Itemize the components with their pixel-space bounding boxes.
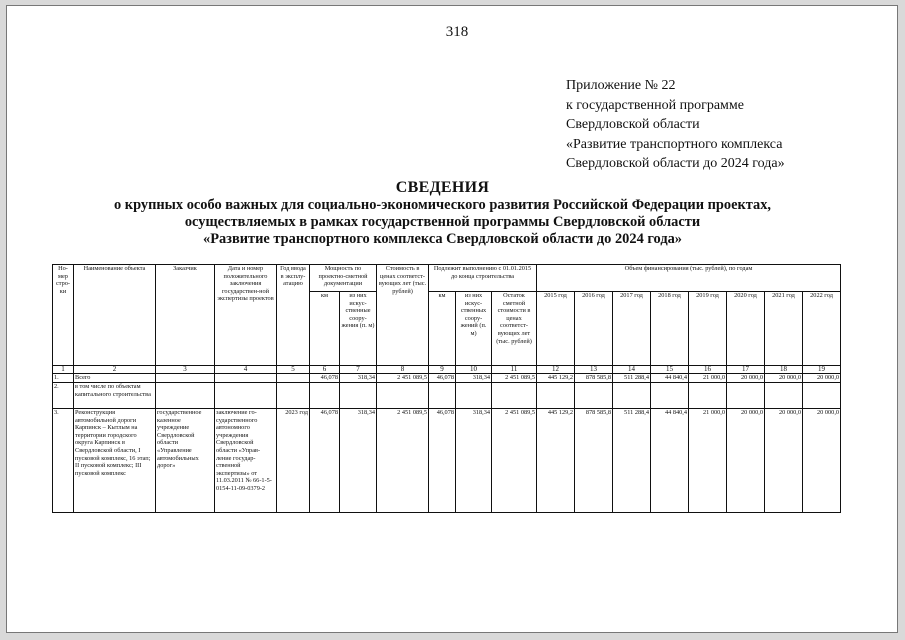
empty-cell bbox=[340, 383, 377, 409]
cell-2018: 44 840,4 bbox=[651, 374, 689, 383]
cell-2016: 878 585,8 bbox=[575, 374, 613, 383]
col-number: 12 bbox=[537, 366, 575, 374]
col-number: 11 bbox=[492, 366, 537, 374]
col-number: 19 bbox=[803, 366, 841, 374]
cell-cost: 2 451 089,5 bbox=[377, 409, 429, 513]
row-num: 2. bbox=[53, 383, 74, 409]
cell-capacity-km: 46,078 bbox=[310, 374, 340, 383]
header-year: Год ввода в эксплу-атацию bbox=[277, 265, 310, 366]
cell-rem-km: 46,078 bbox=[429, 374, 456, 383]
cell-capacity-art: 318,34 bbox=[340, 409, 377, 513]
empty-cell bbox=[613, 383, 651, 409]
cell-2022: 20 000,0 bbox=[803, 374, 841, 383]
col-number: 8 bbox=[377, 366, 429, 374]
empty-cell bbox=[377, 383, 429, 409]
header-rem-cost: Остаток сметной стоимости в ценах соответст-вующих лет (тыс. рублей) bbox=[492, 292, 537, 366]
table-row-project bbox=[53, 409, 841, 513]
empty-cell bbox=[727, 383, 765, 409]
cell-2019: 21 000,0 bbox=[689, 374, 727, 383]
table-row-subheading bbox=[53, 383, 841, 409]
empty-cell bbox=[310, 383, 340, 409]
cell-2015: 445 129,2 bbox=[537, 409, 575, 513]
document-title: СВЕДЕНИЯ bbox=[395, 179, 490, 196]
empty-cell bbox=[277, 383, 310, 409]
header-capacity-km: км bbox=[310, 292, 340, 366]
appendix-line: к государственной программе bbox=[566, 97, 744, 113]
page-number: 318 bbox=[445, 24, 469, 40]
cell-2019: 21 000,0 bbox=[689, 409, 727, 513]
header-year-2016: 2016 год bbox=[575, 292, 613, 366]
empty-cell bbox=[277, 374, 310, 383]
appendix-line: Свердловской области bbox=[566, 117, 700, 132]
empty-cell bbox=[803, 383, 841, 409]
empty-cell bbox=[456, 383, 492, 409]
cell-2020: 20 000,0 bbox=[727, 374, 765, 383]
header-year-2020: 2020 год bbox=[727, 292, 765, 366]
row-num: 3. bbox=[53, 409, 74, 513]
table-row-total bbox=[53, 374, 841, 383]
projects-table bbox=[52, 264, 841, 513]
col-number: 5 bbox=[277, 366, 310, 374]
col-number: 4 bbox=[215, 366, 277, 374]
cell-2015: 445 129,2 bbox=[537, 374, 575, 383]
empty-cell bbox=[537, 383, 575, 409]
cell-2017: 511 288,4 bbox=[613, 374, 651, 383]
row-customer: государственное казенное учреждение Свердловской области «Управление автомобильных дорог» bbox=[156, 409, 215, 513]
header-year-2019: 2019 год bbox=[689, 292, 727, 366]
cell-2020: 20 000,0 bbox=[727, 409, 765, 513]
cell-capacity-art: 318,34 bbox=[340, 374, 377, 383]
cell-2021: 20 000,0 bbox=[765, 409, 803, 513]
row-year: 2023 год bbox=[277, 409, 310, 513]
row-num: 1. bbox=[53, 374, 74, 383]
header-num: Но-мер стро-ки bbox=[53, 265, 74, 366]
cell-rem-art: 318,34 bbox=[456, 374, 492, 383]
header-customer: Заказчик bbox=[156, 265, 215, 366]
col-number: 14 bbox=[613, 366, 651, 374]
col-number: 18 bbox=[765, 366, 803, 374]
col-number: 17 bbox=[727, 366, 765, 374]
cell-rem-art: 318,34 bbox=[456, 409, 492, 513]
cell-rem-cost: 2 451 089,5 bbox=[492, 374, 537, 383]
cell-2016: 878 585,8 bbox=[575, 409, 613, 513]
header-cost: Стоимость в ценах соответст-вующих лет (тыс. рублей) bbox=[377, 265, 429, 366]
row-name: Реконструкция автомобильной дороги Карпинск – Кытлым на территории городского округа Карпинск в Свердловской области, I пусковой комплекс, 16 этап; II пусковой комплекс; III пусковой комплекс bbox=[74, 409, 156, 513]
column-numbers-row bbox=[53, 366, 841, 374]
cell-rem-cost: 2 451 089,5 bbox=[492, 409, 537, 513]
cell-2021: 20 000,0 bbox=[765, 374, 803, 383]
cell-2022: 20 000,0 bbox=[803, 409, 841, 513]
col-number: 7 bbox=[340, 366, 377, 374]
header-remaining: Подлежит выполнению с 01.01.2015 до конца строительства bbox=[429, 265, 537, 292]
col-number: 3 bbox=[156, 366, 215, 374]
empty-cell bbox=[215, 374, 277, 383]
row-expertise: заключение го-сударственного автономного учреждения Свердловской области «Управ-ление государ-ственной экспертизы» от 11.03.2011 № 66-1-5-0154-11-09-0379-2 bbox=[215, 409, 277, 513]
empty-cell bbox=[156, 383, 215, 409]
row-name: в том числе по объектам капитального строительства bbox=[74, 383, 156, 409]
cell-cost: 2 451 089,5 bbox=[377, 374, 429, 383]
row-name: Всего bbox=[74, 374, 156, 383]
col-number: 15 bbox=[651, 366, 689, 374]
empty-cell bbox=[575, 383, 613, 409]
empty-cell bbox=[689, 383, 727, 409]
cell-2017: 511 288,4 bbox=[613, 409, 651, 513]
appendix-header bbox=[566, 76, 785, 174]
subtitle-line: «Развитие транспортного комплекса Свердловской области до 2024 года» bbox=[203, 231, 682, 247]
header-rem-art: из них искус-ственных соору-жений (п. м) bbox=[456, 292, 492, 366]
cell-2018: 44 840,4 bbox=[651, 409, 689, 513]
col-number: 10 bbox=[456, 366, 492, 374]
cell-capacity-km: 46,078 bbox=[310, 409, 340, 513]
document-subtitle bbox=[40, 197, 845, 248]
appendix-line: Свердловской области до 2024 года» bbox=[566, 156, 785, 171]
header-rem-km: км bbox=[429, 292, 456, 366]
empty-cell bbox=[765, 383, 803, 409]
col-number: 1 bbox=[53, 366, 74, 374]
header-capacity-art: из них искус-ственные соору-жения (п. м) bbox=[340, 292, 377, 366]
header-year-2018: 2018 год bbox=[651, 292, 689, 366]
col-number: 9 bbox=[429, 366, 456, 374]
empty-cell bbox=[429, 383, 456, 409]
subtitle-line: осуществляемых в рамках государственной программы Свердловской области bbox=[184, 214, 701, 230]
col-number: 2 bbox=[74, 366, 156, 374]
header-year-2021: 2021 год bbox=[765, 292, 803, 366]
header-name: Наименование объекта bbox=[74, 265, 156, 366]
empty-cell bbox=[651, 383, 689, 409]
subtitle-line: о крупных особо важных для социально-экономического развития Российской Федерации проектах, bbox=[114, 197, 771, 213]
empty-cell bbox=[492, 383, 537, 409]
empty-cell bbox=[156, 374, 215, 383]
appendix-line: «Развитие транспортного комплекса bbox=[566, 136, 783, 152]
col-number: 13 bbox=[575, 366, 613, 374]
header-year-2017: 2017 год bbox=[613, 292, 651, 366]
header-year-2015: 2015 год bbox=[537, 292, 575, 366]
header-year-2022: 2022 год bbox=[803, 292, 841, 366]
appendix-line: Приложение № 22 bbox=[566, 78, 676, 93]
col-number: 16 bbox=[689, 366, 727, 374]
header-capacity: Мощность по проектно-сметной документации bbox=[310, 265, 377, 292]
header-financing: Объем финансирования (тыс. рублей), по годам bbox=[537, 265, 841, 292]
header-expertise: Дата и номер положительного заключения государствен-ной экспертизы проектов bbox=[215, 265, 277, 366]
empty-cell bbox=[215, 383, 277, 409]
col-number: 6 bbox=[310, 366, 340, 374]
cell-rem-km: 46,078 bbox=[429, 409, 456, 513]
